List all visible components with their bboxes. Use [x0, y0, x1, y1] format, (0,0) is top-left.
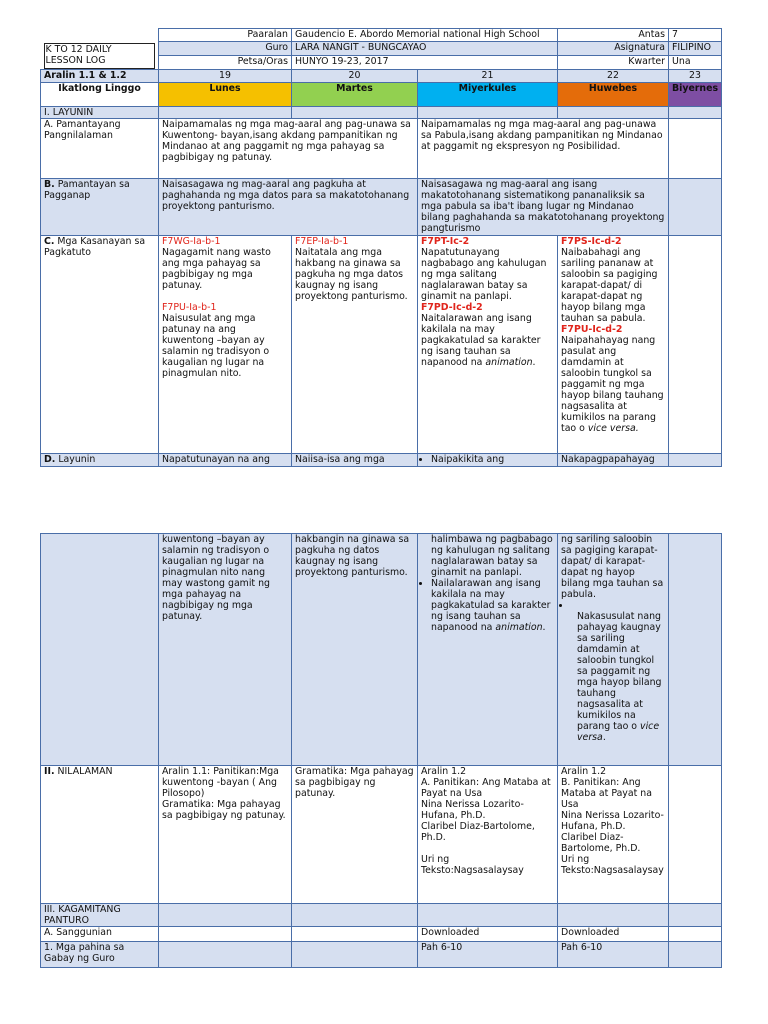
date-fri: 23	[669, 69, 722, 82]
nilalaman-miyerkules: Aralin 1.2 A. Panitikan: Ang Mataba at Payat na Usa Nina Nerissa Lozarito-Hufana, Ph.D. Claribel Diaz-Bartolome, Ph.D. Uri ng Teksto:Nagsasalaysay	[418, 766, 558, 904]
day-huwebes: Huwebes	[558, 82, 669, 106]
layunin-cont-martes: hakbangin na ginawa sa pagkuha ng datos kaugnay ng isang proyektong panturismo.	[292, 534, 418, 766]
log-title	[41, 42, 159, 70]
linggo-label: Ikatlong Linggo	[41, 82, 159, 106]
lesson-log-table-page1	[40, 28, 722, 467]
day-biyernes: Biyernes	[669, 82, 722, 106]
nilalaman-huwebes: Aralin 1.2 B. Panitikan: Ang Mataba at Payat na Usa Nina Nerissa Lozarito-Hufana, Ph.D. Claribel Diaz-Bartolome, Ph.D. Uri ng Teksto:Nagsasalaysay	[558, 766, 669, 904]
code-f7pt: F7PT-Ic-2	[421, 235, 470, 247]
kwarter-label: Kwarter	[558, 55, 669, 69]
lesson-log-table-page2	[40, 533, 722, 968]
paaralan-label: Paaralan	[159, 29, 292, 42]
layunin-cont-huwebes: ng sariling saloobin sa pagiging karapat-dapat/ di karapat-dapat ng hayop bilang mga tauhan sa pabula. • Nakasusulat nang pahayag kaugnay sa sariling damdamin at saloobin tungkol sa paggamit ng mga hayop bilang tauhang nagsasalita at kumikilos na parang tao o vice versa.	[558, 534, 669, 766]
date-thu: 22	[558, 69, 669, 82]
day-martes: Martes	[292, 82, 418, 106]
log-title-line1: K TO 12 DAILY	[45, 43, 112, 55]
layunin-d-label: D. Layunin	[41, 453, 159, 466]
sanggunian-huwebes: Downloaded	[558, 927, 669, 942]
date-mon: 19	[159, 69, 292, 82]
gabay-label: 1. Mga pahina sa Gabay ng Guro	[41, 942, 159, 968]
antas-value: 7	[669, 29, 722, 42]
layunin-d-martes: Naiisa-isa ang mga	[292, 453, 418, 466]
day-miyerkules: Miyerkules	[418, 82, 558, 106]
kagamitan-label: III. KAGAMITANG PANTURO	[41, 904, 159, 927]
sanggunian-label: A. Sanggunian	[41, 927, 159, 942]
sanggunian-miyerkules: Downloaded	[418, 927, 558, 942]
date-tue: 20	[292, 69, 418, 82]
paaralan-value: Gaudencio E. Abordo Memorial national High School	[292, 29, 558, 42]
petsa-value: HUNYO 19-23, 2017	[292, 55, 558, 69]
code-f7ep: F7EP-Ia-b-1	[295, 235, 349, 247]
gabay-miyerkules: Pah 6-10	[418, 942, 558, 968]
layunin-cont-miyerkules: halimbawa ng pagbabago ng kahulugan ng salitang naglalarawan batay sa ginamit na panlapi. • Nailalarawan ang isang kakilala na may pagkakatulad sa karakter ng isang tauhan sa napanood na animation.	[418, 534, 558, 766]
kasanayan-lunes: F7WG-Ia-b-1 Nagagamit nang wasto ang mga pahayag sa pagbibigay ng mga patunay. F7PU-Ia-b-1 Naisusulat ang mga patunay na ang kuwentong –bayan ay salamin ng tradisyon o kaugalian ng lugar na pinagmulan nito.	[159, 235, 292, 453]
pamantayang-pangnilalaman-right: Naipamamalas ng mga mag-aaral ang pag-unawa sa Pabula,isang akdang pampanitikan ng Mindanao at paggamit ng ekspresyon ng Posibilidad.	[418, 118, 669, 178]
guro-label: Guro	[159, 42, 292, 56]
pamantayan-pagganap-label: B. Pamantayan sa Pagganap	[41, 178, 159, 235]
layunin-d-huwebes: Nakapagpapahayag	[558, 453, 669, 466]
kasanayan-martes: F7EP-Ia-b-1 Naitatala ang mga hakbang na ginawa sa pagkuha ng mga datos kaugnay ng isang proyektong panturismo.	[292, 235, 418, 453]
gabay-huwebes: Pah 6-10	[558, 942, 669, 968]
aralin-label: Aralin 1.1 & 1.2	[41, 69, 159, 82]
layunin-d-miyerkules: • Naipakikita ang	[418, 453, 558, 466]
kwarter-value: Una	[669, 55, 722, 69]
layunin-heading: I. LAYUNIN	[41, 106, 159, 118]
asignatura-value: FILIPINO	[669, 42, 722, 56]
day-lunes: Lunes	[159, 82, 292, 106]
kasanayan-label: C. Mga Kasanayan sa Pagkatuto	[41, 235, 159, 453]
code-f7pd: F7PD-Ic-d-2	[421, 301, 483, 313]
code-f7pu: F7PU-Ia-b-1	[162, 301, 217, 313]
petsa-label: Petsa/Oras	[159, 55, 292, 69]
kasanayan-huwebes: F7PS-Ic-d-2 Naibabahagi ang sariling pananaw at saloobin sa pagiging karapat-dapat/ di karapat-dapat ng hayop bilang mga tauhan sa pabula. F7PU-Ic-d-2 Naipahahayag nang pasulat ang damdamin at saloobin tungkol sa paggamit ng mga hayop bilang tauhang nagsasalita at kumikilos na parang tao o vice versa.	[558, 235, 669, 453]
layunin-d-lunes: Napatutunayan na ang	[159, 453, 292, 466]
log-title-line2: LESSON LOG	[45, 54, 106, 66]
pamantayan-pagganap-right: Naisasagawa ng mag-aaral ang isang makatotohanang sistematikong pananaliksik sa mga pabula sa iba't ibang lugar ng Mindanao bilang paghahanda sa makatotohanang proyektong pangturismo	[418, 178, 669, 235]
layunin-cont-lunes: kuwentong –bayan ay salamin ng tradisyon o kaugalian ng lugar na pinagmulan nito nang may wastong gamit ng mga pahayag na nagbibigay ng mga patunay.	[159, 534, 292, 766]
pamantayang-pangnilalaman-left: Naipamamalas ng mga mag-aaral ang pag-unawa sa Kuwentong- bayan,isang akdang pampanitikan ng Mindanao at ang paggamit ng mga pahayag sa pagbibigay ng patunay.	[159, 118, 418, 178]
code-f7wg: F7WG-Ia-b-1	[162, 235, 221, 247]
guro-value: LARA NANGIT - BUNGCAYAO	[292, 42, 558, 56]
asignatura-label: Asignatura	[558, 42, 669, 56]
antas-label: Antas	[558, 29, 669, 42]
kasanayan-miyerkules: F7PT-Ic-2 Napatutunayang nagbabago ang kahulugan ng mga salitang naglalarawan batay sa ginamit na panlapi. F7PD-Ic-d-2 Naitalarawan ang isang kakilala na may pagkakatulad sa karakter ng isang tauhan sa napanood na animation.	[418, 235, 558, 453]
nilalaman-martes: Gramatika: Mga pahayag sa pagbibigay ng patunay.	[292, 766, 418, 904]
pamantayang-pangnilalaman-label: A. Pamantayang Pangnilalaman	[41, 118, 159, 178]
code-f7pu-2: F7PU-Ic-d-2	[561, 323, 623, 335]
code-f7ps: F7PS-Ic-d-2	[561, 235, 622, 247]
pamantayan-pagganap-left: Naisasagawa ng mag-aaral ang pagkuha at paghahanda ng mga datos para sa makatotohanang proyektong panturismo.	[159, 178, 418, 235]
date-wed: 21	[418, 69, 558, 82]
nilalaman-lunes: Aralin 1.1: Panitikan:Mga kuwentong -bayan ( Ang Pilosopo) Gramatika: Mga pahayag sa pagbibigay ng patunay.	[159, 766, 292, 904]
nilalaman-label: II. NILALAMAN	[41, 766, 159, 904]
